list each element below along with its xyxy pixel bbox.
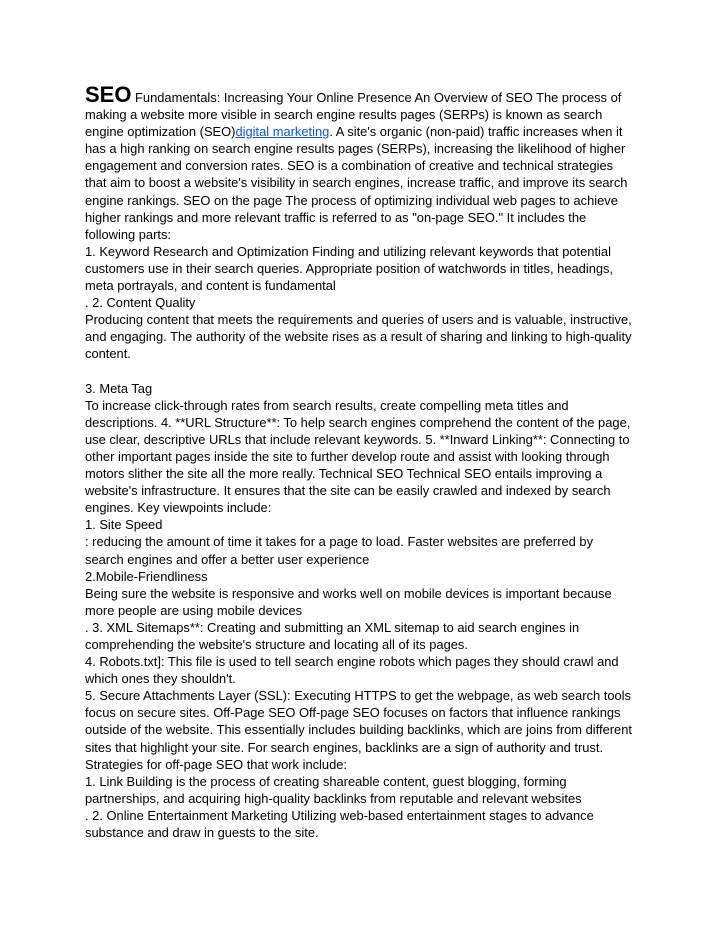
content-quality-paragraph: Producing content that meets the requirements and queries of users and is valuable, instructive, and engaging. The authority of the website rises as a result of sharing and linking to high-quality content. <box>85 312 632 362</box>
robots-paragraph: 4. Robots.txt]: This file is used to tell search engine robots which pages they should crawl and which ones they shouldn't. <box>85 654 619 687</box>
social-media-paragraph: . 2. Online Entertainment Marketing Utilizing web-based entertainment stages to advance substance and draw in guests to the site. <box>85 807 594 841</box>
intro-text: Fundamentals: Increasing Your Online Presence An Overview of SEO The process of making a website more visible in search engine results pages (SERPs) is known as search engine optimization (SEO) <box>85 90 622 140</box>
digital-marketing-link[interactable]: digital marketing <box>235 124 330 140</box>
meta-tag-heading: 3. Meta Tag <box>85 380 153 396</box>
blank-line <box>85 363 634 380</box>
xml-sitemaps-paragraph: . 3. XML Sitemaps**: Creating and submitting an XML sitemap to aid search engines in comprehending the website's structure and locating all of its pages. <box>85 619 580 652</box>
site-speed-heading: 1. Site Speed <box>85 517 163 533</box>
intro-text-continued: . A site's organic (non-paid) traffic increases when it has a high ranking on search engine results pages (SERPs), increasing the likelihood of higher engagement and conversion rates. SEO is a combination of creative and technical strategies that aim to boost a website's visibility in search engines, increase traffic, and improve its search engine rankings. SEO on the page The process of optimizing individual web pages to achieve higher rankings and more relevant traffic is referred to as "on-page SEO." It includes the following parts: <box>85 124 628 242</box>
content-quality-heading: . 2. Content Quality <box>85 295 196 311</box>
keyword-research-paragraph: 1. Keyword Research and Optimization Finding and utilizing relevant keywords that potential customers use in their search queries. Appropriate position of watchwords in titles, headings, meta portrayals, and content is fundamental <box>85 243 614 294</box>
mobile-friendliness-heading: 2.Mobile-Friendliness <box>85 568 208 584</box>
title-word: SEO <box>85 82 132 107</box>
mobile-friendliness-paragraph: Being sure the website is responsive and works well on mobile devices is important because more people are using mobile devices <box>85 585 612 618</box>
link-building-paragraph: 1. Link Building is the process of creating shareable content, guest blogging, forming partnerships, and acquiring high-quality backlinks from reputable and relevant websites <box>85 773 582 806</box>
meta-tag-paragraph: To increase click-through rates from search results, create compelling meta titles and descriptions. 4. **URL Structure**: To help search engines comprehend the content of the page, use clear, descriptive URLs that include relevant keywords. 5. **Inward Linking**: Connecting to other important pages inside the site to further develop route and assist with looking through motors slither the site all the more really. Technical SEO Technical SEO entails improving a website's infrastructure. It ensures that the site can be easily crawled and indexed by search engines. Key viewpoints include: <box>85 397 631 516</box>
intro-paragraph <box>85 84 634 243</box>
ssl-offpage-paragraph: 5. Secure Attachments Layer (SSL): Executing HTTPS to get the webpage, as web search tools focus on secure sites. Off-Page SEO Off-page SEO focuses on factors that influence rankings outside of the website. This essentially includes building backlinks, which are joins from different sites that highlight your site. For search engines, backlinks are a sign of authority and trust. Strategies for off-page SEO that work include: <box>85 688 632 772</box>
site-speed-paragraph: : reducing the amount of time it takes for a page to load. Faster websites are preferred by search engines and offer a better user experience <box>85 534 594 567</box>
